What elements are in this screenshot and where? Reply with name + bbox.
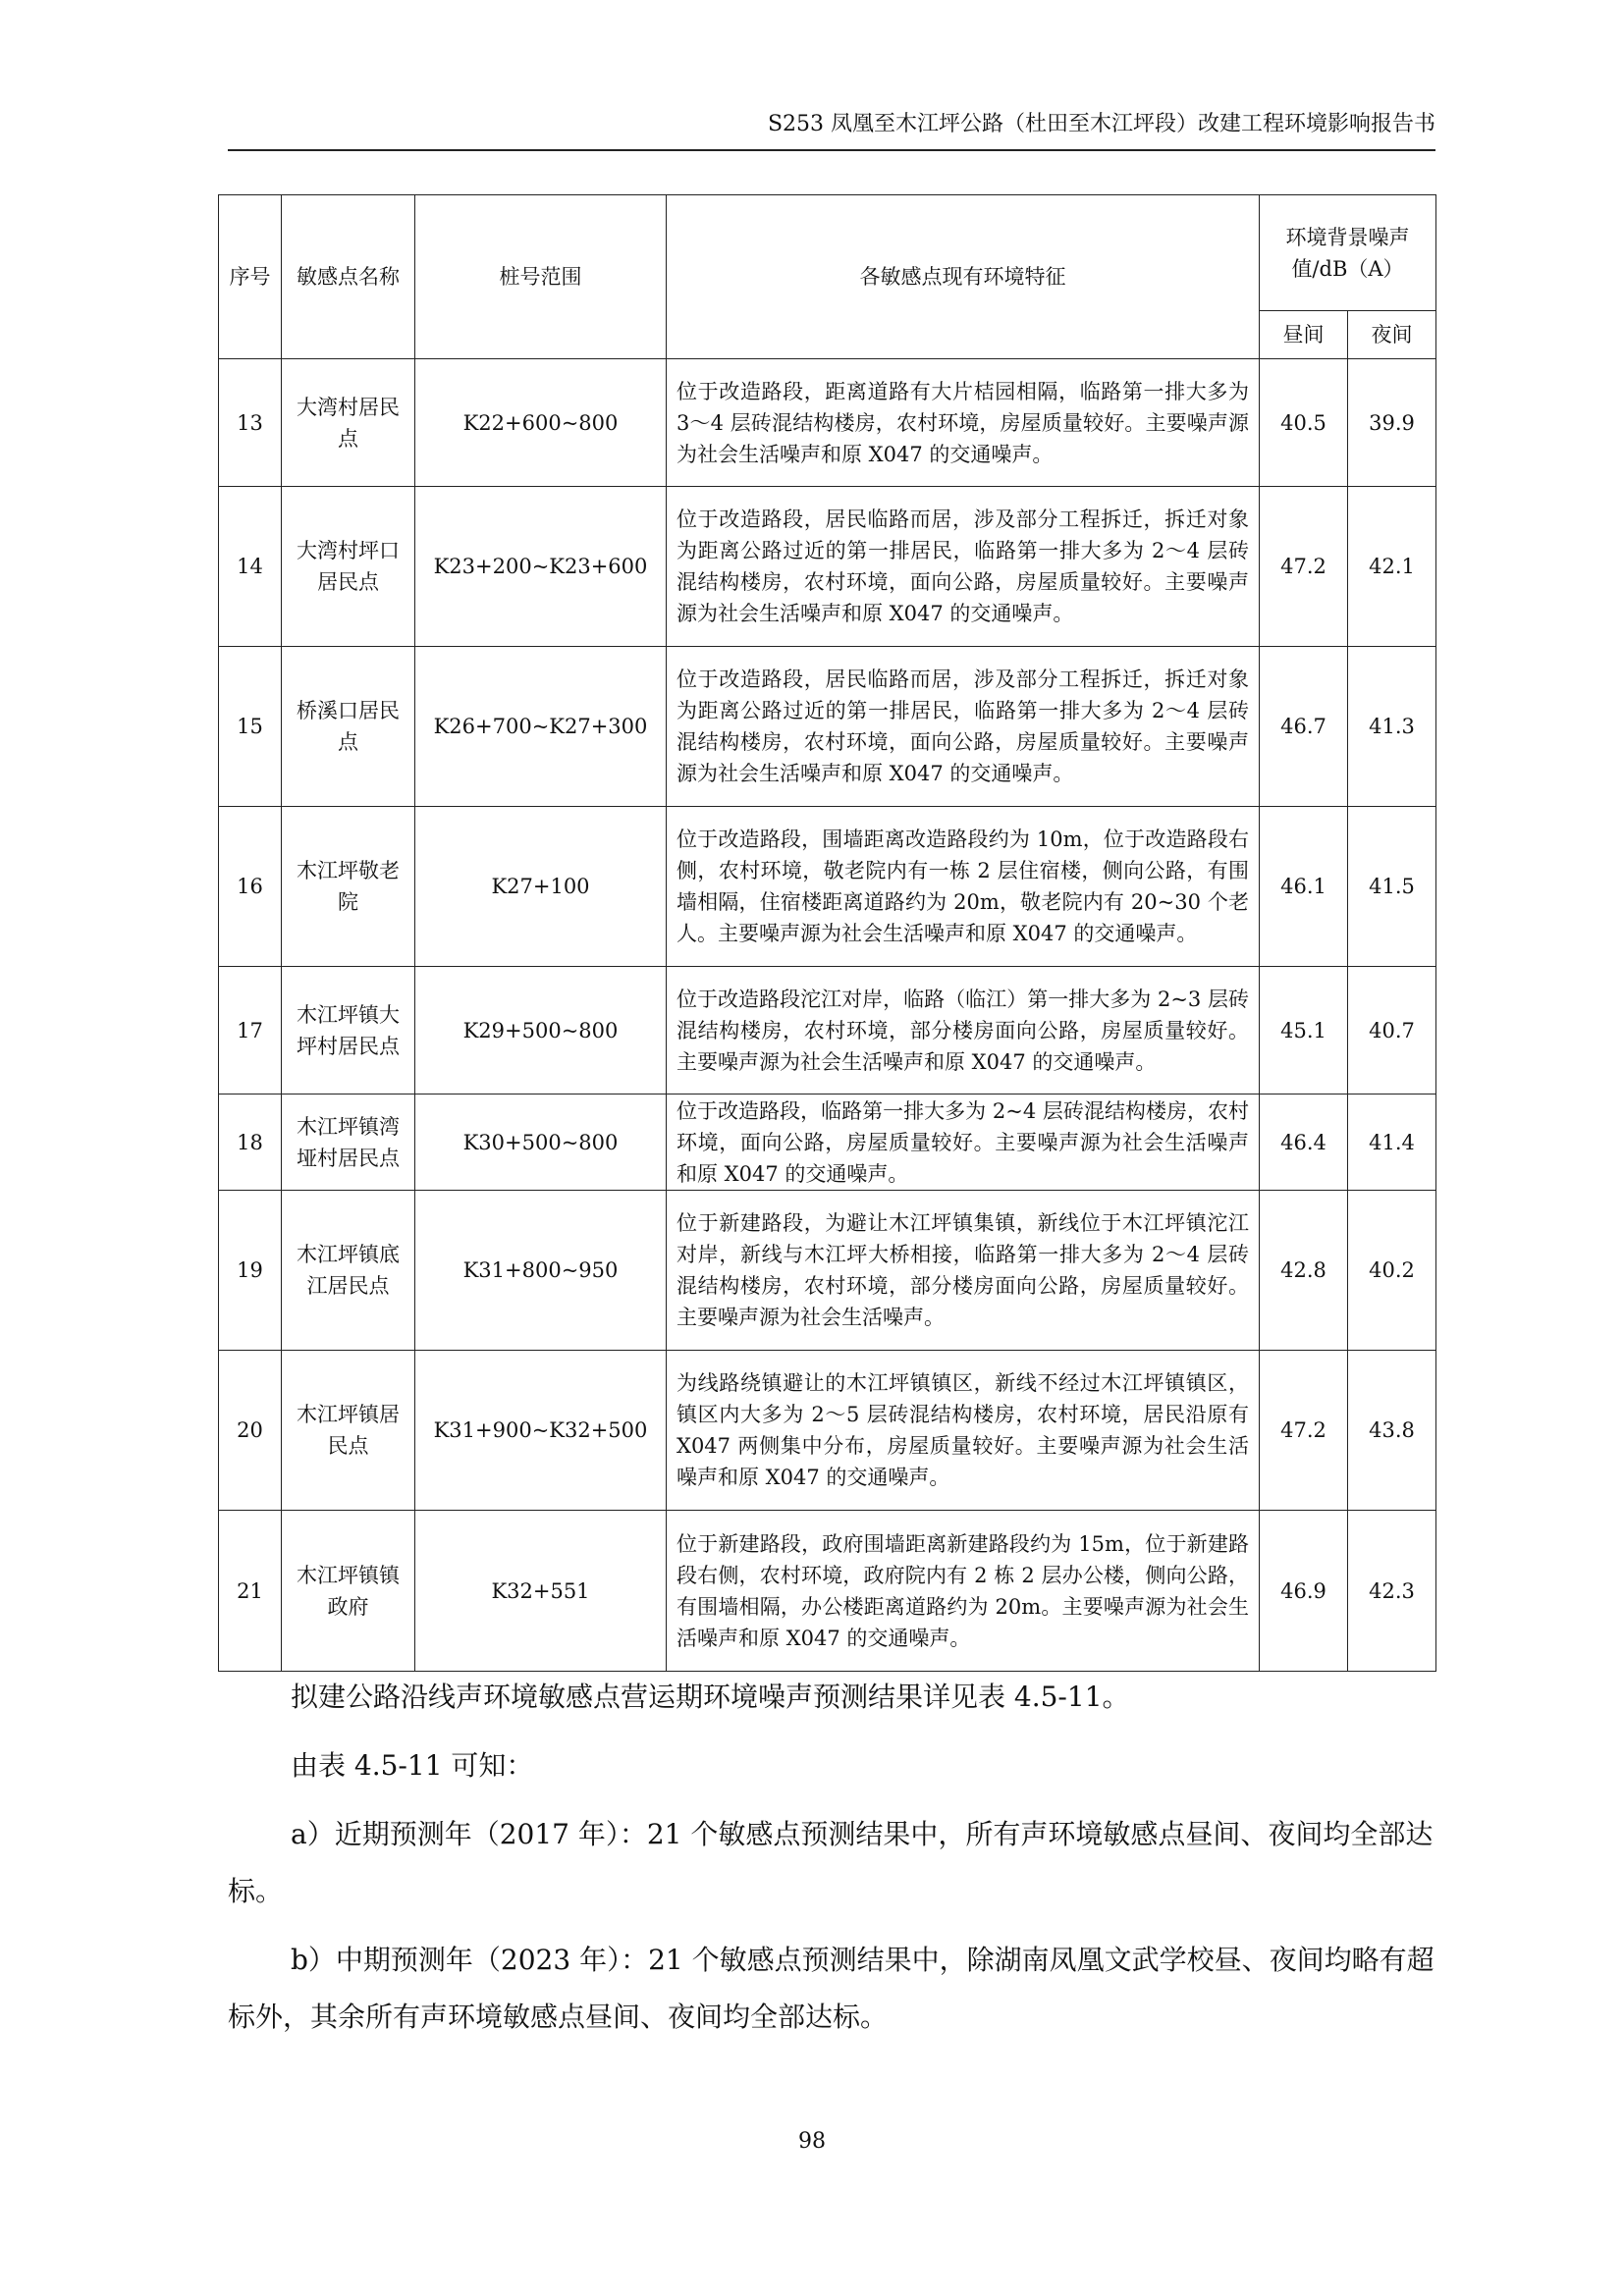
cell-features: 位于新建路段，政府围墙距离新建路段约为 15m，位于新建路段右侧，农村环境，政府院内有 2 栋 2 层办公楼，侧向公路，有围墙相隔，办公楼距离道路约为 20m。主要噪声源为社会生活噪声和原 X047 的交通噪声。: [667, 1511, 1260, 1672]
cell-day: 45.1: [1260, 967, 1348, 1095]
cell-night: 43.8: [1348, 1351, 1436, 1511]
cell-stake: K30+500~800: [415, 1095, 667, 1191]
cell-night: 41.4: [1348, 1095, 1436, 1191]
cell-stake: K32+551: [415, 1511, 667, 1672]
body-text: [228, 1669, 1435, 2057]
cell-night: 42.3: [1348, 1511, 1436, 1672]
cell-day: 46.1: [1260, 807, 1348, 967]
table-row: [219, 359, 1436, 487]
table-row: [219, 807, 1436, 967]
paragraph: 拟建公路沿线声环境敏感点营运期环境噪声预测结果详见表 4.5-11。: [291, 1681, 1130, 1713]
cell-night: 41.5: [1348, 807, 1436, 967]
cell-name: 大湾村坪口居民点: [282, 487, 415, 647]
cell-day: 47.2: [1260, 487, 1348, 647]
cell-day: 42.8: [1260, 1191, 1348, 1351]
cell-name: 大湾村居民点: [282, 359, 415, 487]
cell-no: 19: [219, 1191, 282, 1351]
cell-features: 位于改造路段，距离道路有大片桔园相隔，临路第一排大多为 3～4 层砖混结构楼房，农村环境，房屋质量较好。主要噪声源为社会生活噪声和原 X047 的交通噪声。: [667, 359, 1260, 487]
paragraph: a）近期预测年（2017 年）：21 个敏感点预测结果中，所有声环境敏感点昼间、夜间均全部达标。: [228, 1818, 1434, 1907]
cell-day: 46.4: [1260, 1095, 1348, 1191]
cell-features: 位于改造路段沱江对岸，临路（临江）第一排大多为 2~3 层砖混结构楼房，农村环境，部分楼房面向公路，房屋质量较好。主要噪声源为社会生活噪声和原 X047 的交通噪声。: [667, 967, 1260, 1095]
cell-name: 木江坪敬老院: [282, 807, 415, 967]
page-number: 98: [798, 2129, 826, 2154]
cell-no: 15: [219, 647, 282, 807]
cell-features: 位于新建路段，为避让木江坪镇集镇，新线位于木江坪镇沱江对岸，新线与木江坪大桥相接，临路第一排大多为 2～4 层砖混结构楼房，农村环境，部分楼房面向公路，房屋质量较好。主要噪声源为社会生活噪声。: [667, 1191, 1260, 1351]
header-night: 夜间: [1348, 311, 1436, 359]
cell-no: 17: [219, 967, 282, 1095]
cell-name: 木江坪镇底江居民点: [282, 1191, 415, 1351]
header-features: 各敏感点现有环境特征: [667, 195, 1260, 359]
cell-name: 木江坪镇居民点: [282, 1351, 415, 1511]
cell-features: 位于改造路段，居民临路而居，涉及部分工程拆迁，拆迁对象为距离公路过近的第一排居民，临路第一排大多为 2～4 层砖混结构楼房，农村环境，面向公路，房屋质量较好。主要噪声源为社会生活噪声和原 X047 的交通噪声。: [667, 647, 1260, 807]
cell-name: 桥溪口居民点: [282, 647, 415, 807]
cell-night: 40.2: [1348, 1191, 1436, 1351]
cell-night: 42.1: [1348, 487, 1436, 647]
cell-no: 18: [219, 1095, 282, 1191]
cell-stake: K26+700~K27+300: [415, 647, 667, 807]
paragraph: 由表 4.5-11 可知：: [291, 1749, 534, 1782]
cell-features: 位于改造路段，居民临路而居，涉及部分工程拆迁，拆迁对象为距离公路过近的第一排居民，临路第一排大多为 2～4 层砖混结构楼房，农村环境，面向公路，房屋质量较好。主要噪声源为社会生活噪声和原 X047 的交通噪声。: [667, 487, 1260, 647]
cell-no: 13: [219, 359, 282, 487]
cell-stake: K29+500~800: [415, 967, 667, 1095]
table-row: [219, 647, 1436, 807]
cell-day: 40.5: [1260, 359, 1348, 487]
cell-name: 木江坪镇湾垭村居民点: [282, 1095, 415, 1191]
cell-stake: K23+200~K23+600: [415, 487, 667, 647]
table-header-row: [219, 195, 1436, 311]
header-noise: 环境背景噪声值/dB（A）: [1260, 195, 1436, 311]
cell-name: 木江坪镇镇政府: [282, 1511, 415, 1672]
cell-night: 39.9: [1348, 359, 1436, 487]
running-header: [228, 110, 1435, 151]
cell-name: 木江坪镇大坪村居民点: [282, 967, 415, 1095]
header-title: S253 凤凰至木江坪公路（杜田至木江坪段）改建工程环境影响报告书: [767, 112, 1435, 136]
paragraph: b）中期预测年（2023 年）：21 个敏感点预测结果中，除湖南凤凰文武学校昼、夜间均略有超标外，其余所有声环境敏感点昼间、夜间均全部达标。: [228, 1944, 1435, 2033]
cell-no: 21: [219, 1511, 282, 1672]
cell-features: 位于改造路段，临路第一排大多为 2~4 层砖混结构楼房，农村环境，面向公路，房屋质量较好。主要噪声源为社会生活噪声和原 X047 的交通噪声。: [667, 1095, 1260, 1191]
cell-day: 47.2: [1260, 1351, 1348, 1511]
cell-night: 41.3: [1348, 647, 1436, 807]
table-row: [219, 1191, 1436, 1351]
table-row: [219, 967, 1436, 1095]
table-row: [219, 1351, 1436, 1511]
cell-night: 40.7: [1348, 967, 1436, 1095]
header-day: 昼间: [1260, 311, 1348, 359]
cell-day: 46.7: [1260, 647, 1348, 807]
cell-features: 位于改造路段，围墙距离改造路段约为 10m，位于改造路段右侧，农村环境，敬老院内有一栋 2 层住宿楼，侧向公路，有围墙相隔，住宿楼距离道路约为 20m，敬老院内有 20~30 个老人。主要噪声源为社会生活噪声和原 X047 的交通噪声。: [667, 807, 1260, 967]
cell-stake: K31+800~950: [415, 1191, 667, 1351]
sensitive-points-table: [218, 194, 1436, 1672]
cell-features: 为线路绕镇避让的木江坪镇镇区，新线不经过木江坪镇镇区，镇区内大多为 2～5 层砖混结构楼房，农村环境，居民沿原有 X047 两侧集中分布，房屋质量较好。主要噪声源为社会生活噪声和原 X047 的交通噪声。: [667, 1351, 1260, 1511]
cell-stake: K22+600~800: [415, 359, 667, 487]
header-name: 敏感点名称: [282, 195, 415, 359]
header-no: 序号: [219, 195, 282, 359]
table-row: [219, 1095, 1436, 1191]
table-row: [219, 1511, 1436, 1672]
cell-no: 14: [219, 487, 282, 647]
cell-no: 20: [219, 1351, 282, 1511]
cell-stake: K31+900~K32+500: [415, 1351, 667, 1511]
header-stake: 桩号范围: [415, 195, 667, 359]
table-row: [219, 487, 1436, 647]
cell-day: 46.9: [1260, 1511, 1348, 1672]
cell-no: 16: [219, 807, 282, 967]
cell-stake: K27+100: [415, 807, 667, 967]
